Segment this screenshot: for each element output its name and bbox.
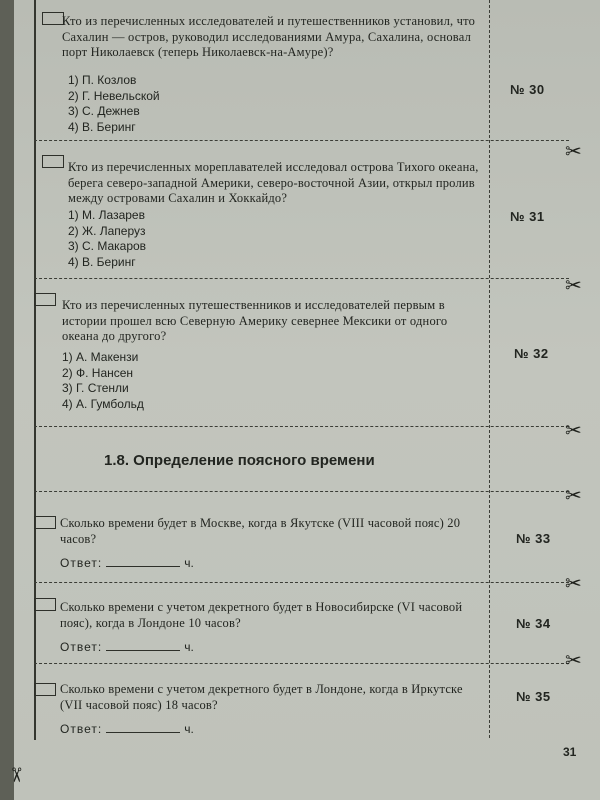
scissors-icon: ✂: [565, 418, 582, 442]
answer-checkbox-q33[interactable]: [34, 516, 56, 529]
option: 3) С. Дежнев: [68, 104, 140, 118]
answer-checkbox-q31[interactable]: [42, 155, 64, 168]
scissors-icon: ✂: [4, 766, 29, 784]
answer-line-q34: [60, 640, 194, 654]
cut-line: [34, 140, 569, 141]
answer-checkbox-q30[interactable]: [42, 12, 64, 25]
answer-unit: ч.: [184, 722, 194, 736]
question-31-number: № 31: [510, 209, 545, 224]
answer-line-q33: [60, 556, 194, 570]
question-30-number: № 30: [510, 82, 545, 97]
page-number: 31: [563, 745, 577, 759]
cut-line: [34, 426, 569, 427]
answer-unit: ч.: [184, 556, 194, 570]
cut-line: [34, 582, 569, 583]
answer-blank-q33[interactable]: [106, 566, 180, 567]
scissors-icon: ✂: [565, 483, 582, 507]
answer-column-rule: [489, 0, 490, 738]
scissors-icon: ✂: [565, 139, 582, 163]
question-31-options: [68, 208, 146, 270]
question-34-number: № 34: [516, 616, 551, 631]
question-31-text: Кто из перечисленных мореплавателей исследовал острова Тихого океана, берега северо-западной Америки, северо-восточной Азии, открыл пролив между островами Сахалин и Хоккайдо?: [68, 160, 479, 205]
answer-blank-q35[interactable]: [106, 732, 180, 733]
answer-label: Ответ:: [60, 556, 103, 570]
option: 4) В. Беринг: [68, 119, 136, 134]
question-32-number: № 32: [514, 346, 549, 361]
answer-line-q35: [60, 722, 194, 736]
option: 2) Ж. Лаперуз: [68, 223, 146, 238]
question-32-options: [62, 350, 144, 412]
question-35-text: Сколько времени с учетом декретного будет в Лондоне, когда в Иркутске (VII часовой пояс) 18 часов?: [60, 682, 463, 712]
answer-unit: ч.: [184, 640, 194, 654]
option: 3) С. Макаров: [68, 239, 147, 253]
question-32-text: Кто из перечисленных путешественников и исследователей первым в истории прошел всю Северную Америку севернее Мексики от одного океана до другого?: [62, 298, 448, 343]
cut-line: [34, 491, 569, 492]
scissors-icon: ✂: [565, 273, 582, 297]
question-33-number: № 33: [516, 531, 551, 546]
question-34-text: Сколько времени с учетом декретного будет в Новосибирске (VI часовой пояс), когда в Лондоне 10 часов?: [60, 600, 463, 630]
option: 2) Ф. Нансен: [62, 365, 134, 380]
question-30-options: [68, 73, 160, 135]
workbook-page: [4, 0, 600, 800]
answer-label: Ответ:: [60, 640, 103, 654]
question-35-number: № 35: [516, 689, 551, 704]
answer-checkbox-q32[interactable]: [34, 293, 56, 306]
question-33-text: Сколько времени будет в Москве, когда в Якутске (VIII часовой пояс) 20 часов?: [60, 516, 461, 546]
option: 1) М. Лазарев: [68, 208, 145, 222]
answer-checkbox-q35[interactable]: [34, 683, 56, 696]
answer-checkbox-q34[interactable]: [34, 598, 56, 611]
option: 4) В. Беринг: [68, 254, 136, 269]
scissors-icon: ✂: [565, 648, 582, 672]
section-heading: 1.8. Определение поясного времени: [104, 452, 375, 469]
option: 2) Г. Невельской: [68, 88, 160, 103]
answer-label: Ответ:: [60, 722, 103, 736]
option: 4) А. Гумбольд: [62, 396, 144, 411]
option: 1) А. Макензи: [62, 350, 139, 364]
cut-line: [34, 278, 569, 279]
question-30-text: Кто из перечисленных исследователей и путешественников установил, что Сахалин — остров, руководил исследованиями Амура, Сахалина, основал порт Николаевск (теперь Николаевск-на-Амуре)?: [62, 14, 476, 59]
option: 3) Г. Стенли: [62, 381, 129, 395]
scissors-icon: ✂: [565, 571, 582, 595]
left-margin-rule: [34, 0, 36, 740]
cut-line: [34, 663, 569, 664]
answer-blank-q34[interactable]: [106, 650, 180, 651]
option: 1) П. Козлов: [68, 73, 137, 87]
